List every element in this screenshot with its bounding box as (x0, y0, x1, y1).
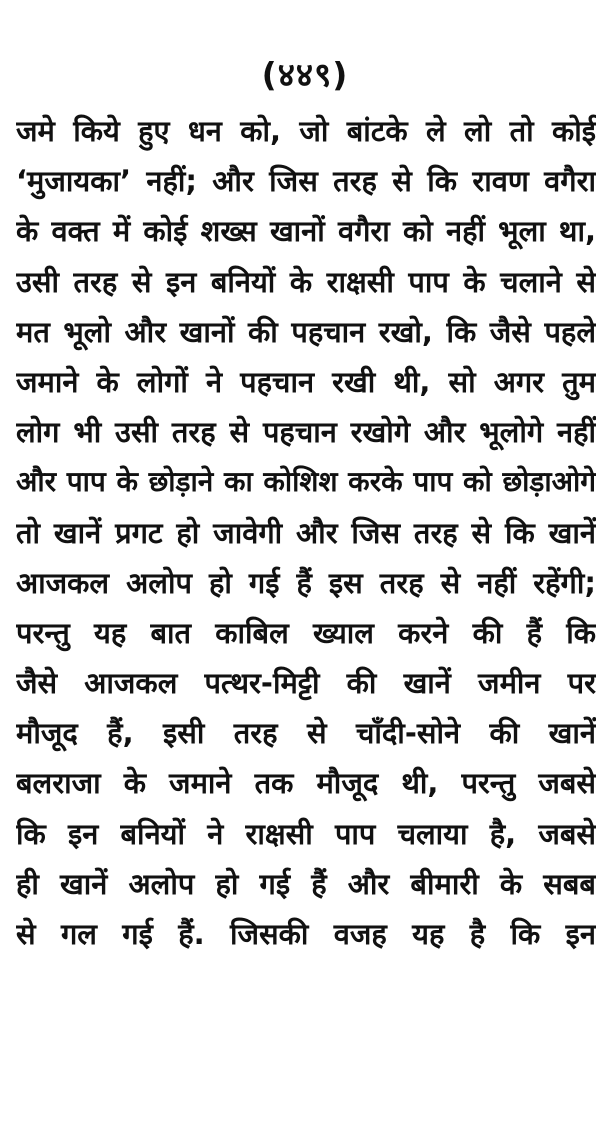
text-line: और पाप के छोड़ाने का कोशिश करके पाप को छोड़ाओगे (16, 465, 596, 499)
text-line: मौजूद हैं, इसी तरह से चाँदी-सोने की खानें (16, 716, 596, 751)
text-line: जमाने के लोगों ने पहचान रखी थी, सो अगर तुम (16, 364, 596, 399)
text-line: परन्तु यह बात काबिल ख्याल करने की हैं कि (16, 615, 596, 650)
page-number: (४४९) (261, 55, 349, 94)
text-line: ही खानें अलोप हो गई हैं और बीमारी के सबब (16, 866, 596, 901)
text-line: के वक्त में कोई शख्स खानों वगैरा को नहीं भूला था, (16, 214, 596, 249)
text-line: कि इन बनियों ने राक्षसी पाप चलाया है, जबसे (16, 816, 596, 851)
text-line: से गल गई हैं. जिसकी वजह यह है कि इन (16, 917, 596, 951)
text-line: उसी तरह से इन बनियों के राक्षसी पाप के चलाने से (16, 264, 596, 299)
text-line: तो खानें प्रगट हो जावेगी और जिस तरह से कि खानें (16, 515, 596, 550)
body-text (16, 106, 596, 959)
text-line: जैसे आजकल पत्थर-मिट्टी की खानें जमीन पर (16, 666, 596, 701)
text-line: मत भूलो और खानों की पहचान रखो, कि जैसे पहले (16, 314, 596, 349)
text-line: ‘मुजायका’ नहीं; और जिस तरह से कि रावण वगैरा (16, 164, 596, 199)
text-line: आजकल अलोप हो गई हैं इस तरह से नहीं रहेंगी; (16, 565, 596, 600)
text-line: जमे किये हुए धन को, जो बांटके ले लो तो कोई (16, 114, 596, 148)
text-line: लोग भी उसी तरह से पहचान रखोगे और भूलोगे नहीं (16, 415, 596, 450)
text-line: बलराजा के जमाने तक मौजूद थी, परन्तु जबसे (16, 766, 596, 801)
